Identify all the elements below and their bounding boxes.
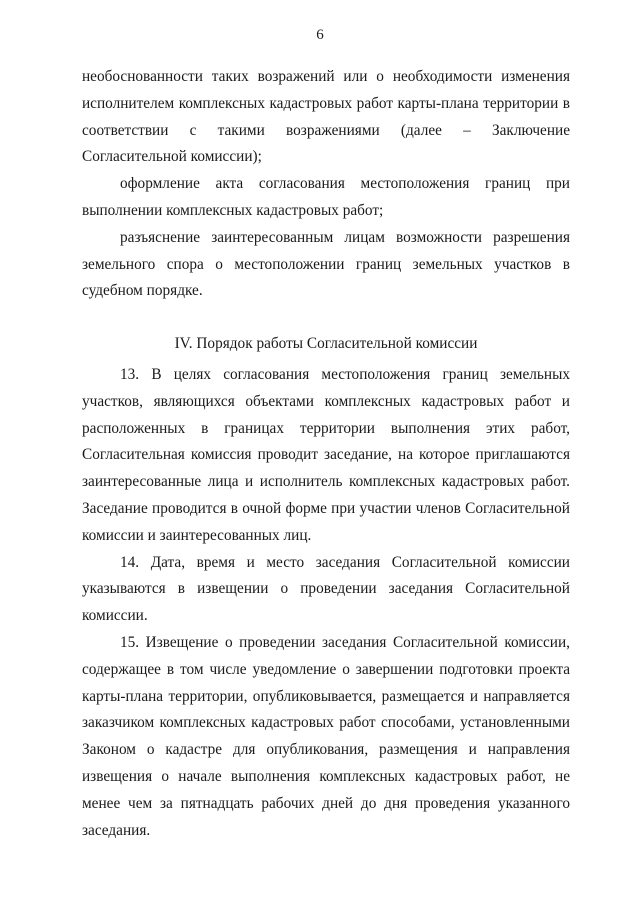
paragraph-continuation: необоснованности таких возражений или о необходимости изменения исполнителем комплексных кадастровых работ карты-плана территории в соответствии с такими возражениями (далее – Заключение Согласительной комиссии); bbox=[82, 68, 570, 166]
paragraph-13: 13. В целях согласования местоположения границ земельных участков, являющихся объектами комплексных кадастровых работ и расположенных в границах территории выполнения этих работ, Согласительная комиссия проводит заседание, на которое приглашаются заинтересованные лица и исполнитель комплексных кадастровых работ. Заседание проводится в очной форме при участии членов Согласительной комиссии и заинтересованных лиц. bbox=[82, 365, 570, 544]
section-heading: IV. Порядок работы Согласительной комиссии bbox=[174, 335, 478, 353]
paragraph-14: 14. Дата, время и место заседания Согласительной комиссии указываются в извещении о проведении заседания Согласительной комиссии. bbox=[82, 553, 570, 625]
paragraph-15: 15. Извещение о проведении заседания Согласительной комиссии, содержащее в том числе уведомление о завершении подготовки проекта карты-плана территории, опубликовывается, размещается и направляется заказчиком комплексных кадастровых работ способами, установленными Законом о кадастре для опубликования, размещения и направления извещения о начале выполнения комплексных кадастровых работ, не менее чем за пятнадцать рабочих дней до дня проведения указанного заседания. bbox=[82, 633, 570, 839]
paragraph-dispute-explanation: разъяснение заинтересованным лицам возможности разрешения земельного спора о местоположении границ земельных участков в судебном порядке. bbox=[82, 228, 570, 300]
document-body bbox=[82, 64, 570, 844]
page-number: 6 bbox=[316, 27, 324, 43]
paragraph-approval-act: оформление акта согласования местоположения границ при выполнении комплексных кадастровых работ; bbox=[82, 175, 570, 219]
